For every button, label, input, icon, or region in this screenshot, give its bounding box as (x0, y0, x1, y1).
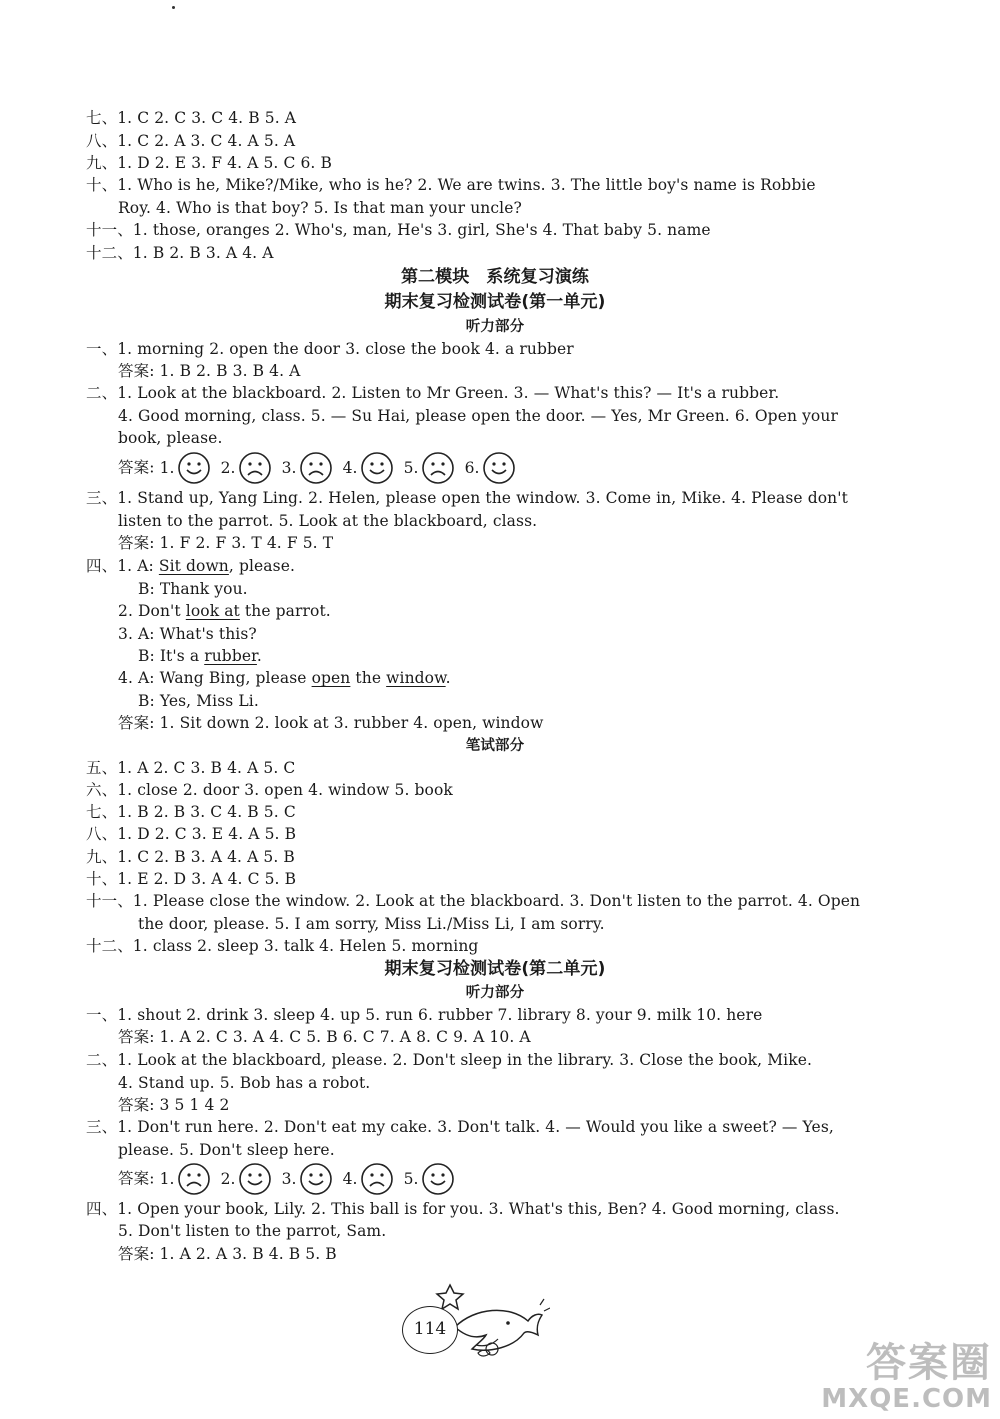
dialogue-line (86, 555, 295, 577)
answer-line: 5. Don't listen to the parrot, Sam. (118, 1222, 387, 1240)
smiley-face-icon (177, 450, 211, 485)
face-number: 3. (281, 1169, 297, 1188)
underlined-answer: look at (185, 602, 240, 620)
text: 4. A: Wang Bing, please (118, 669, 312, 687)
answer-line: 十一、1. those, oranges 2. Who's, man, He's 3. girl, She's 4. That baby 5. name (86, 221, 711, 239)
underlined-answer: rubber (204, 647, 257, 665)
text: , please. (228, 557, 296, 575)
answer-line: 答案: 1. B 2. B 3. B 4. A (118, 362, 301, 380)
speck (172, 6, 175, 9)
answer-line: 七、1. C 2. C 3. C 4. B 5. A (86, 109, 297, 127)
answer-line: 十二、1. B 2. B 3. A 4. A (86, 244, 274, 262)
face-answer (221, 450, 272, 485)
answer-line: 七、1. B 2. B 3. C 4. B 5. C (86, 803, 296, 821)
answer-line: 十一、1. Please close the window. 2. Look at the blackboard. 3. Don't listen to the parrot. 4. Open (86, 892, 861, 910)
face-number: 4. (342, 1169, 358, 1188)
answer-line: 二、1. Look at the blackboard. 2. Listen to Mr Green. 3. — What's this? — It's a rubber. (86, 384, 780, 402)
answer-line: 4. Stand up. 5. Bob has a robot. (118, 1074, 371, 1092)
face-number: 2. (220, 458, 236, 477)
answer-line: 一、1. morning 2. open the door 3. close the book 4. a rubber (86, 340, 574, 358)
answer-line: listen to the parrot. 5. Look at the blackboard, class. (118, 512, 538, 530)
face-answer (404, 450, 455, 485)
face-number: 1. (159, 458, 175, 477)
section-heading: 笔试部分 (465, 738, 525, 754)
text: 四、1. A: (86, 557, 159, 575)
answer-label: 答案: (118, 1169, 155, 1188)
text: the (350, 669, 387, 687)
face-answer (343, 1161, 394, 1196)
watermark-logo-text: 答案圈 (866, 1340, 992, 1386)
face-number: 1. (159, 1169, 175, 1188)
dialogue-line (118, 667, 451, 689)
dialogue-line (118, 600, 331, 622)
answer-line: 答案: 1. Sit down 2. look at 3. rubber 4. open, window (118, 714, 544, 732)
face-list (160, 1161, 465, 1196)
answer-line: 三、1. Don't run here. 2. Don't eat my cake. 3. Don't talk. 4. — Would you like a sweet? — Yes, (86, 1118, 834, 1136)
watermark-url: MXQE.COM (821, 1384, 992, 1414)
watermark (821, 1341, 992, 1413)
answer-line: 九、1. C 2. B 3. A 4. A 5. B (86, 848, 295, 866)
answer-line: 三、1. Stand up, Yang Ling. 2. Helen, please open the window. 3. Come in, Mike. 4. Please don't (86, 489, 848, 507)
smiley-face-icon (238, 1161, 272, 1196)
test-heading: 期末复习检测试卷(第一单元) (384, 292, 606, 312)
dialogue-line: B: Yes, Miss Li. (138, 692, 259, 710)
face-number: 2. (220, 1169, 236, 1188)
section-heading: 听力部分 (465, 319, 525, 335)
answer-line: 五、1. A 2. C 3. B 4. A 5. C (86, 759, 296, 777)
answer-line: please. 5. Don't sleep here. (118, 1141, 335, 1159)
dolphin-icon (380, 1265, 550, 1365)
smiley-face-icon (360, 450, 394, 485)
face-answer (343, 450, 394, 485)
face-answer (465, 450, 516, 485)
dialogue-line: B: Thank you. (138, 580, 248, 598)
face-number: 4. (342, 458, 358, 477)
underlined-answer: open (311, 669, 351, 687)
text: the parrot. (239, 602, 331, 620)
dialogue-line: 3. A: What's this? (118, 625, 257, 643)
answer-line: the door, please. 5. I am sorry, Miss Li./Miss Li, I am sorry. (138, 915, 605, 933)
face-answer (160, 450, 211, 485)
sad-face-icon (299, 450, 333, 485)
answer-line: 十二、1. class 2. sleep 3. talk 4. Helen 5. morning (86, 937, 479, 955)
face-answer (282, 450, 333, 485)
smiley-face-icon (482, 450, 516, 485)
answer-line: 答案: 1. F 2. F 3. T 4. F 5. T (118, 534, 334, 552)
text: 2. Don't (118, 602, 186, 620)
underlined-answer: Sit down (158, 557, 229, 575)
answer-line: 答案: 3 5 1 4 2 (118, 1096, 230, 1114)
sad-face-icon (421, 450, 455, 485)
face-list (160, 450, 526, 485)
text: B: It's a (138, 647, 205, 665)
dialogue-line (138, 645, 262, 667)
answer-line: 4. Good morning, class. 5. — Su Hai, please open the door. — Yes, Mr Green. 6. Open your (118, 407, 838, 425)
test-heading: 期末复习检测试卷(第二单元) (384, 959, 606, 979)
face-answer (404, 1161, 455, 1196)
face-answer (221, 1161, 272, 1196)
answer-line: 二、1. Look at the blackboard, please. 2. Don't sleep in the library. 3. Close the book, Mike. (86, 1051, 813, 1069)
answer-line: 一、1. shout 2. drink 3. sleep 4. up 5. run 6. rubber 7. library 8. your 9. milk 10. here (86, 1006, 763, 1024)
sad-face-icon (177, 1161, 211, 1196)
face-answer (282, 1161, 333, 1196)
answer-line: 六、1. close 2. door 3. open 4. window 5. book (86, 781, 453, 799)
answer-line: Roy. 4. Who is that boy? 5. Is that man your uncle? (118, 199, 522, 217)
answer-line: 十、1. Who is he, Mike?/Mike, who is he? 2. We are twins. 3. The little boy's name is Robbie (86, 176, 816, 194)
face-answers-2 (118, 1161, 465, 1196)
sad-face-icon (238, 450, 272, 485)
answer-line: 八、1. D 2. C 3. E 4. A 5. B (86, 825, 297, 843)
smiley-face-icon (299, 1161, 333, 1196)
text: . (445, 669, 451, 687)
face-number: 3. (281, 458, 297, 477)
underlined-answer: window (386, 669, 446, 687)
answer-line: 九、1. D 2. E 3. F 4. A 5. C 6. B (86, 154, 332, 172)
answer-line: 四、1. Open your book, Lily. 2. This ball is for you. 3. What's this, Ben? 4. Good morning, class. (86, 1200, 840, 1218)
answer-label: 答案: (118, 458, 155, 477)
module-heading: 第二模块 系统复习演练 (400, 267, 590, 287)
face-answers-1 (118, 450, 526, 485)
answer-line: 答案: 1. A 2. C 3. A 4. C 5. B 6. C 7. A 8. C 9. A 10. A (118, 1028, 531, 1046)
page-number: 114 (402, 1306, 458, 1354)
section-heading: 听力部分 (465, 985, 525, 1001)
face-answer (160, 1161, 211, 1196)
sad-face-icon (360, 1161, 394, 1196)
smiley-face-icon (421, 1161, 455, 1196)
face-number: 5. (403, 1169, 419, 1188)
face-number: 5. (403, 458, 419, 477)
text: . (256, 647, 262, 665)
face-number: 6. (464, 458, 480, 477)
answer-line: book, please. (118, 429, 223, 447)
answer-line: 答案: 1. A 2. A 3. B 4. B 5. B (118, 1245, 337, 1263)
answer-line: 八、1. C 2. A 3. C 4. A 5. A (86, 132, 296, 150)
answer-line: 十、1. E 2. D 3. A 4. C 5. B (86, 870, 297, 888)
